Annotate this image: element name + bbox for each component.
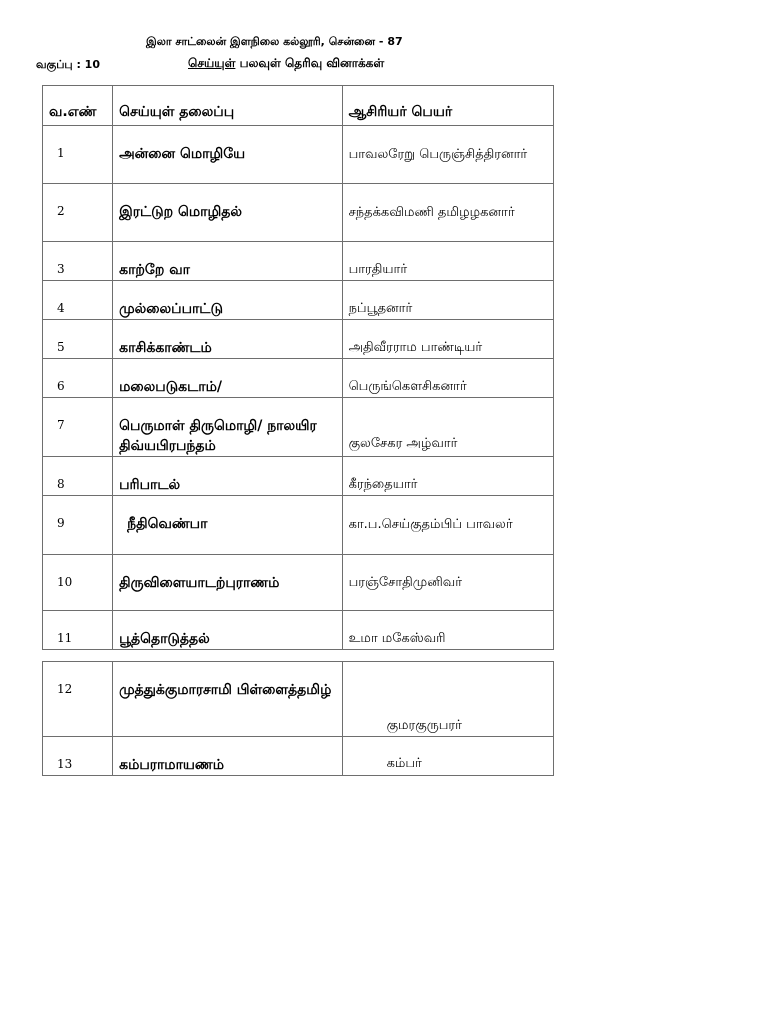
row-title: திருவிளையாடற்புராணம் bbox=[113, 555, 342, 611]
table-row bbox=[43, 398, 554, 457]
row-title: பூத்தொடுத்தல் bbox=[113, 611, 342, 650]
row-number: 8 bbox=[43, 457, 113, 496]
row-author: கா.ப.செய்குதம்பிப் பாவலர் bbox=[342, 496, 553, 555]
row-author: நப்பூதனார் bbox=[342, 281, 553, 320]
table-row bbox=[43, 126, 554, 184]
row-number: 12 bbox=[43, 662, 113, 737]
subtitle-rest: பலவுள் தெரிவு வினாக்கள் bbox=[235, 56, 385, 70]
row-author: பாரதியார் bbox=[342, 242, 553, 281]
row-number: 7 bbox=[43, 398, 113, 457]
table-header-row bbox=[43, 86, 554, 126]
table-row bbox=[43, 662, 554, 737]
row-author: உமா மகேஸ்வரி bbox=[342, 611, 553, 650]
table-row bbox=[43, 184, 554, 242]
row-number: 6 bbox=[43, 359, 113, 398]
page-title: இலா சாட்லைன் இளநிலை கல்லூரி, சென்னை - 87 bbox=[146, 35, 403, 48]
row-number: 9 bbox=[43, 496, 113, 555]
row-number: 3 bbox=[43, 242, 113, 281]
table-row bbox=[43, 555, 554, 611]
row-title: காற்றே வா bbox=[113, 242, 342, 281]
row-title: நீதிவெண்பா bbox=[113, 496, 342, 555]
row-title: அன்னை மொழியே bbox=[113, 126, 342, 184]
column-header-author: ஆசிரியர் பெயர் bbox=[342, 86, 553, 126]
table-row bbox=[43, 320, 554, 359]
row-number: 5 bbox=[43, 320, 113, 359]
class-label: வகுப்பு : 10 bbox=[36, 58, 100, 71]
table-row bbox=[43, 737, 554, 776]
row-author: கம்பர் bbox=[342, 737, 553, 776]
table-row bbox=[43, 611, 554, 650]
row-author: குலசேகர அழ்வார் bbox=[342, 398, 553, 457]
row-title: இரட்டுற மொழிதல் bbox=[113, 184, 342, 242]
page-subtitle bbox=[188, 56, 384, 72]
row-number: 1 bbox=[43, 126, 113, 184]
subtitle-underlined: செய்யுள் bbox=[188, 56, 236, 70]
row-title: முல்லைப்பாட்டு bbox=[113, 281, 342, 320]
row-author: அதிவீரராம பாண்டியர் bbox=[342, 320, 553, 359]
column-header-number: வ.எண் bbox=[43, 86, 113, 126]
row-number: 4 bbox=[43, 281, 113, 320]
row-author: பெருங்கௌசிகனார் bbox=[342, 359, 553, 398]
row-author: குமரகுருபரர் bbox=[342, 662, 553, 737]
row-author: பாவலரேறு பெருஞ்சித்திரனார் bbox=[342, 126, 553, 184]
row-number: 13 bbox=[43, 737, 113, 776]
row-title: பெருமாள் திருமொழி/ நாலயிர திவ்யபிரபந்தம் bbox=[113, 398, 342, 457]
poems-table bbox=[42, 85, 554, 650]
row-number: 10 bbox=[43, 555, 113, 611]
row-number: 2 bbox=[43, 184, 113, 242]
column-header-title: செய்யுள் தலைப்பு bbox=[113, 86, 342, 126]
table-row bbox=[43, 242, 554, 281]
row-title: மலைபடுகடாம்/ bbox=[113, 359, 342, 398]
table-row bbox=[43, 496, 554, 555]
table-row bbox=[43, 281, 554, 320]
row-author: பரஞ்சோதிமுனிவர் bbox=[342, 555, 553, 611]
row-title: காசிக்காண்டம் bbox=[113, 320, 342, 359]
row-title: பரிபாடல் bbox=[113, 457, 342, 496]
row-number: 11 bbox=[43, 611, 113, 650]
row-author: சந்தக்கவிமணி தமிழழகனார் bbox=[342, 184, 553, 242]
poems-table-continued bbox=[42, 661, 554, 776]
row-author: கீரந்தையார் bbox=[342, 457, 553, 496]
table-row bbox=[43, 359, 554, 398]
table-row bbox=[43, 457, 554, 496]
row-title: கம்பராமாயணம் bbox=[113, 737, 342, 776]
row-title: முத்துக்குமாரசாமி பிள்ளைத்தமிழ் bbox=[113, 662, 342, 737]
